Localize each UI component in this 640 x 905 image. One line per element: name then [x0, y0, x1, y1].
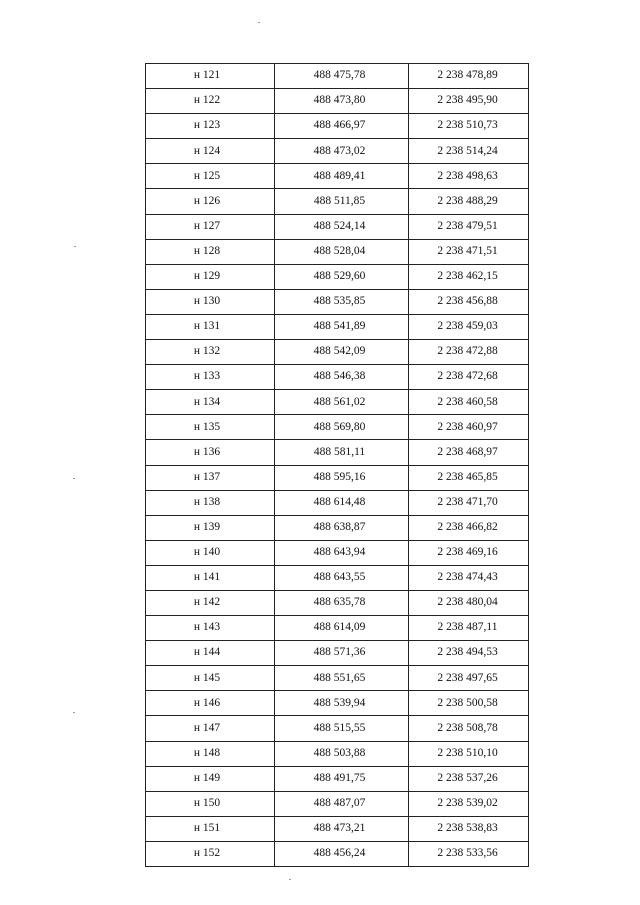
x-coordinate-cell: 488 511,85	[275, 189, 409, 214]
y-coordinate-cell: 2 238 456,88	[409, 289, 529, 314]
table-row	[146, 89, 529, 114]
x-coordinate-cell: 488 473,80	[275, 89, 409, 114]
table-row	[146, 716, 529, 741]
scan-speck	[73, 478, 75, 479]
scan-speck	[258, 22, 260, 23]
x-coordinate-cell: 488 539,94	[275, 691, 409, 716]
table-row	[146, 616, 529, 641]
x-coordinate-cell: 488 503,88	[275, 741, 409, 766]
point-number-cell: н 139	[146, 515, 275, 540]
point-number-cell: н 147	[146, 716, 275, 741]
x-coordinate-cell: 488 614,48	[275, 490, 409, 515]
y-coordinate-cell: 2 238 468,97	[409, 440, 529, 465]
x-coordinate-cell: 488 515,55	[275, 716, 409, 741]
table-row	[146, 415, 529, 440]
point-number-cell: н 134	[146, 390, 275, 415]
y-coordinate-cell: 2 238 472,68	[409, 365, 529, 390]
point-number-cell: н 146	[146, 691, 275, 716]
y-coordinate-cell: 2 238 500,58	[409, 691, 529, 716]
x-coordinate-cell: 488 643,94	[275, 540, 409, 565]
x-coordinate-cell: 488 541,89	[275, 314, 409, 339]
y-coordinate-cell: 2 238 480,04	[409, 590, 529, 615]
table-row	[146, 440, 529, 465]
x-coordinate-cell: 488 614,09	[275, 616, 409, 641]
x-coordinate-cell: 488 491,75	[275, 766, 409, 791]
scan-speck	[289, 879, 291, 880]
table-row	[146, 641, 529, 666]
y-coordinate-cell: 2 238 465,85	[409, 465, 529, 490]
coordinates-table	[145, 63, 529, 867]
y-coordinate-cell: 2 238 479,51	[409, 214, 529, 239]
y-coordinate-cell: 2 238 538,83	[409, 816, 529, 841]
point-number-cell: н 143	[146, 616, 275, 641]
point-number-cell: н 138	[146, 490, 275, 515]
scan-speck	[74, 246, 76, 247]
table-row	[146, 139, 529, 164]
x-coordinate-cell: 488 638,87	[275, 515, 409, 540]
point-number-cell: н 132	[146, 340, 275, 365]
table-row	[146, 189, 529, 214]
y-coordinate-cell: 2 238 508,78	[409, 716, 529, 741]
table-row	[146, 390, 529, 415]
y-coordinate-cell: 2 238 472,88	[409, 340, 529, 365]
table-row	[146, 239, 529, 264]
point-number-cell: н 121	[146, 64, 275, 89]
y-coordinate-cell: 2 238 478,89	[409, 64, 529, 89]
table-row	[146, 816, 529, 841]
x-coordinate-cell: 488 569,80	[275, 415, 409, 440]
y-coordinate-cell: 2 238 498,63	[409, 164, 529, 189]
table-row	[146, 289, 529, 314]
x-coordinate-cell: 488 473,21	[275, 816, 409, 841]
table-row	[146, 515, 529, 540]
table-row	[146, 465, 529, 490]
point-number-cell: н 141	[146, 565, 275, 590]
y-coordinate-cell: 2 238 474,43	[409, 565, 529, 590]
table-row	[146, 691, 529, 716]
coordinates-table-body	[146, 64, 529, 867]
table-row	[146, 540, 529, 565]
x-coordinate-cell: 488 489,41	[275, 164, 409, 189]
table-row	[146, 490, 529, 515]
x-coordinate-cell: 488 595,16	[275, 465, 409, 490]
x-coordinate-cell: 488 635,78	[275, 590, 409, 615]
y-coordinate-cell: 2 238 469,16	[409, 540, 529, 565]
y-coordinate-cell: 2 238 497,65	[409, 666, 529, 691]
y-coordinate-cell: 2 238 495,90	[409, 89, 529, 114]
y-coordinate-cell: 2 238 533,56	[409, 841, 529, 866]
point-number-cell: н 125	[146, 164, 275, 189]
x-coordinate-cell: 488 475,78	[275, 64, 409, 89]
y-coordinate-cell: 2 238 460,97	[409, 415, 529, 440]
y-coordinate-cell: 2 238 510,73	[409, 114, 529, 139]
table-row	[146, 666, 529, 691]
table-row	[146, 565, 529, 590]
point-number-cell: н 150	[146, 791, 275, 816]
x-coordinate-cell: 488 643,55	[275, 565, 409, 590]
table-row	[146, 340, 529, 365]
x-coordinate-cell: 488 546,38	[275, 365, 409, 390]
x-coordinate-cell: 488 561,02	[275, 390, 409, 415]
table-row	[146, 766, 529, 791]
table-row	[146, 264, 529, 289]
table-row	[146, 791, 529, 816]
table-row	[146, 365, 529, 390]
y-coordinate-cell: 2 238 459,03	[409, 314, 529, 339]
table-row	[146, 164, 529, 189]
y-coordinate-cell: 2 238 462,15	[409, 264, 529, 289]
table-row	[146, 114, 529, 139]
x-coordinate-cell: 488 524,14	[275, 214, 409, 239]
x-coordinate-cell: 488 551,65	[275, 666, 409, 691]
table-row	[146, 590, 529, 615]
y-coordinate-cell: 2 238 471,70	[409, 490, 529, 515]
point-number-cell: н 149	[146, 766, 275, 791]
y-coordinate-cell: 2 238 460,58	[409, 390, 529, 415]
point-number-cell: н 123	[146, 114, 275, 139]
x-coordinate-cell: 488 473,02	[275, 139, 409, 164]
y-coordinate-cell: 2 238 488,29	[409, 189, 529, 214]
y-coordinate-cell: 2 238 539,02	[409, 791, 529, 816]
point-number-cell: н 135	[146, 415, 275, 440]
point-number-cell: н 151	[146, 816, 275, 841]
table-row	[146, 64, 529, 89]
point-number-cell: н 128	[146, 239, 275, 264]
point-number-cell: н 137	[146, 465, 275, 490]
point-number-cell: н 140	[146, 540, 275, 565]
point-number-cell: н 124	[146, 139, 275, 164]
x-coordinate-cell: 488 528,04	[275, 239, 409, 264]
point-number-cell: н 152	[146, 841, 275, 866]
x-coordinate-cell: 488 466,97	[275, 114, 409, 139]
table-row	[146, 841, 529, 866]
y-coordinate-cell: 2 238 514,24	[409, 139, 529, 164]
table-row	[146, 314, 529, 339]
point-number-cell: н 145	[146, 666, 275, 691]
x-coordinate-cell: 488 571,36	[275, 641, 409, 666]
point-number-cell: н 127	[146, 214, 275, 239]
x-coordinate-cell: 488 529,60	[275, 264, 409, 289]
x-coordinate-cell: 488 581,11	[275, 440, 409, 465]
point-number-cell: н 133	[146, 365, 275, 390]
point-number-cell: н 130	[146, 289, 275, 314]
x-coordinate-cell: 488 487,07	[275, 791, 409, 816]
point-number-cell: н 148	[146, 741, 275, 766]
point-number-cell: н 131	[146, 314, 275, 339]
point-number-cell: н 144	[146, 641, 275, 666]
x-coordinate-cell: 488 456,24	[275, 841, 409, 866]
point-number-cell: н 122	[146, 89, 275, 114]
table-row	[146, 741, 529, 766]
point-number-cell: н 126	[146, 189, 275, 214]
y-coordinate-cell: 2 238 494,53	[409, 641, 529, 666]
x-coordinate-cell: 488 542,09	[275, 340, 409, 365]
y-coordinate-cell: 2 238 471,51	[409, 239, 529, 264]
y-coordinate-cell: 2 238 510,10	[409, 741, 529, 766]
x-coordinate-cell: 488 535,85	[275, 289, 409, 314]
point-number-cell: н 129	[146, 264, 275, 289]
point-number-cell: н 136	[146, 440, 275, 465]
table-row	[146, 214, 529, 239]
point-number-cell: н 142	[146, 590, 275, 615]
y-coordinate-cell: 2 238 537,26	[409, 766, 529, 791]
scan-speck	[73, 712, 75, 713]
y-coordinate-cell: 2 238 487,11	[409, 616, 529, 641]
y-coordinate-cell: 2 238 466,82	[409, 515, 529, 540]
